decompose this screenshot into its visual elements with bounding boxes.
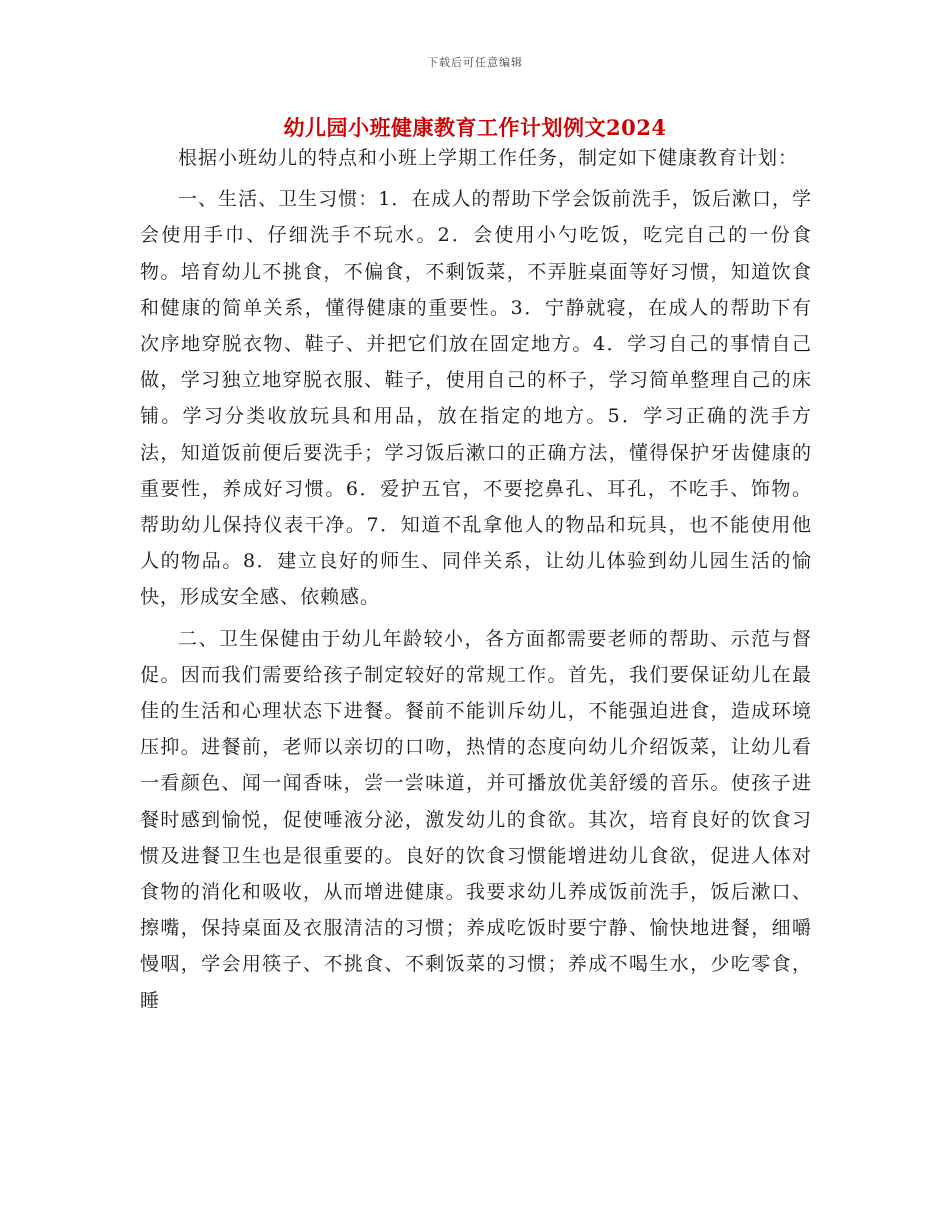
paragraph-habits: 一、生活、卫生习惯：1．在成人的帮助下学会饭前洗手，饭后漱口，学会使用手巾、仔细洗手不玩水。2．会使用小勺吃饭，吃完自己的一份食物。培育幼儿不挑食，不偏食，不剩饭菜，不弄脏桌面等好习惯，知道饮食和健康的简单关系，懂得健康的重要性。3．宁静就寝，在成人的帮助下有次序地穿脱衣物、鞋子、并把它们放在固定地方。4．学习自己的事情自己做，学习独立地穿脱衣服、鞋子，使用自己的杯子，学习简单整理自己的床铺。学习分类收放玩具和用品，放在指定的地方。5．学习正确的洗手方法，知道饭前便后要洗手；学习饭后漱口的正确方法，懂得保护牙齿健康的重要性，养成好习惯。6．爱护五官，不要挖鼻孔、耳孔，不吃手、饰物。帮助幼儿保持仪表干净。7．知道不乱拿他人的物品和玩具，也不能使用他人的物品。8．建立良好的师生、同伴关系，让幼儿体验到幼儿园生活的愉快，形成安全感、依赖感。: [140, 188, 812, 609]
header-note: 下载后可任意编辑: [427, 56, 523, 69]
paragraph-health-care: 二、卫生保健由于幼儿年龄较小，各方面都需要老师的帮助、示范与督促。因而我们需要给孩子制定较好的常规工作。首先，我们要保证幼儿在最佳的生活和心理状态下进餐。餐前不能训斥幼儿，不能强迫进食，造成环境压抑。进餐前，老师以亲切的口吻，热情的态度向幼儿介绍饭菜，让幼儿看一看颜色、闻一闻香味，尝一尝味道，并可播放优美舒缓的音乐。使孩子进餐时感到愉悦，促使唾液分泌，激发幼儿的食欲。其次，培育良好的饮食习惯及进餐卫生也是很重要的。良好的饮食习惯能增进幼儿食欲，促进人体对食物的消化和吸收，从而增进健康。我要求幼儿养成饭前洗手，饭后漱口、擦嘴，保持桌面及衣服清洁的习惯；养成吃饭时要宁静、愉快地进餐，细嚼慢咽，学会用筷子、不挑食、不剩饭菜的习惯；养成不喝生水，少吃零食，睡: [140, 627, 812, 1012]
document-title: 幼儿园小班健康教育工作计划例文2024: [283, 115, 667, 140]
document-body: [140, 140, 812, 1024]
paragraph-intro: 根据小班幼儿的特点和小班上学期工作任务，制定如下健康教育计划：: [178, 147, 799, 169]
